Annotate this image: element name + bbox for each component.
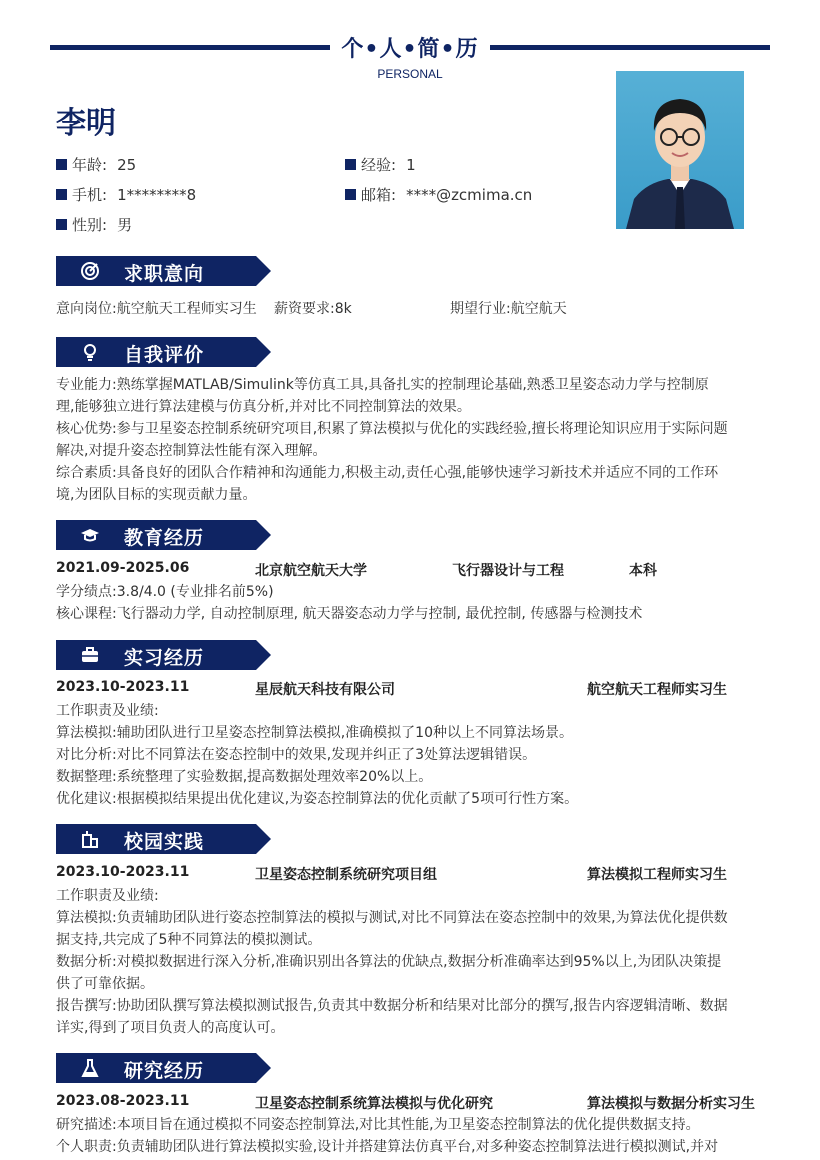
info-age	[56, 154, 136, 175]
gender-value: 男	[117, 216, 133, 234]
age-value: 25	[117, 155, 137, 174]
campus-line: 工作职责及业绩:	[56, 888, 159, 904]
research-role: 算法模拟与数据分析实习生	[587, 1096, 755, 1112]
header-rule-left	[50, 45, 330, 50]
portrait-illustration	[616, 71, 744, 229]
research-line: 研究描述:本项目旨在通过模拟不同姿态控制算法,对比其性能,为卫星姿态控制算法的优化提供数据支持。	[56, 1117, 700, 1133]
target-icon	[80, 261, 100, 281]
campus-line: 算法模拟:负责辅助团队进行姿态控制算法的模拟与测试,对比不同算法在姿态控制中的效果,为算法优化提供数	[56, 910, 728, 926]
campus-line: 据支持,共完成了5种不同算法的模拟测试。	[56, 932, 322, 948]
education-school: 北京航空航天大学	[255, 563, 367, 579]
info-phone	[56, 184, 196, 205]
flask-icon	[80, 1058, 100, 1078]
email-label: 邮箱:	[361, 186, 397, 204]
self-line: 核心优势:参与卫星姿态控制系统研究项目,积累了算法模拟与优化的实践经验,擅长将理论知识应用于实际问题	[56, 421, 728, 437]
self-line: 境,为团队目标的实现贡献力量。	[56, 487, 257, 503]
education-line: 核心课程:飞行器动力学, 自动控制原理, 航天器姿态动力学与控制, 最优控制, 传感器与检测技术	[56, 606, 643, 622]
campus-line: 数据分析:对模拟数据进行深入分析,准确识别出各算法的优缺点,数据分析准确率达到95%以上,为团队决策提	[56, 954, 722, 970]
self-line: 解决,对提升姿态控制算法性能有深入理解。	[56, 443, 327, 459]
intent-industry: 期望行业:航空航天	[450, 301, 567, 317]
info-email	[345, 184, 532, 205]
section-title: 教育经历	[124, 527, 205, 549]
campus-role: 算法模拟工程师实习生	[587, 867, 727, 883]
self-line: 专业能力:熟练掌握MATLAB/Simulink等仿真工具,具备扎实的控制理论基础,熟悉卫星姿态动力学与控制原	[56, 377, 709, 393]
section-title: 自我评价	[124, 344, 205, 366]
info-experience	[345, 154, 416, 175]
building-icon	[80, 829, 100, 849]
section-header-internship	[56, 640, 272, 670]
section-title: 实习经历	[124, 647, 205, 669]
section-title: 求职意向	[124, 263, 205, 285]
bullet-square	[56, 189, 67, 200]
candidate-name: 李明	[56, 106, 116, 141]
internship-period: 2023.10-2023.11	[56, 679, 190, 695]
section-header-campus	[56, 824, 272, 854]
bullet-square	[56, 219, 67, 230]
internship-line: 优化建议:根据模拟结果提出优化建议,为姿态控制算法的优化贡献了5项可行性方案。	[56, 791, 579, 807]
campus-line: 详实,得到了项目负责人的高度认可。	[56, 1020, 285, 1036]
campus-line: 供了可靠依据。	[56, 976, 154, 992]
section-header-research	[56, 1053, 272, 1083]
intent-salary: 薪资要求:8k	[274, 301, 352, 317]
phone-label: 手机:	[72, 186, 108, 204]
graduation-cap-icon	[80, 525, 100, 545]
info-gender	[56, 214, 132, 235]
intent-position: 意向岗位:航空航天工程师实习生	[56, 301, 257, 317]
internship-role: 航空航天工程师实习生	[587, 682, 727, 698]
research-project: 卫星姿态控制系统算法模拟与优化研究	[255, 1096, 493, 1112]
internship-line: 数据整理:系统整理了实验数据,提高数据处理效率20%以上。	[56, 769, 433, 785]
briefcase-icon	[80, 645, 100, 665]
header-rule-right	[490, 45, 770, 50]
education-major: 飞行器设计与工程	[452, 563, 564, 579]
campus-line: 报告撰写:协助团队撰写算法模拟测试报告,负责其中数据分析和结果对比部分的撰写,报告内容逻辑清晰、数据	[56, 998, 728, 1014]
internship-company: 星辰航天科技有限公司	[255, 682, 395, 698]
section-header-education	[56, 520, 272, 550]
self-line: 综合素质:具备良好的团队合作精神和沟通能力,积极主动,责任心强,能够快速学习新技术并适应不同的工作环	[56, 465, 719, 481]
research-period: 2023.08-2023.11	[56, 1093, 190, 1109]
education-line: 学分绩点:3.8/4.0 (专业排名前5%)	[56, 584, 274, 600]
campus-period: 2023.10-2023.11	[56, 864, 190, 880]
document-title: 个•人•简•历	[341, 37, 479, 62]
section-header-self	[56, 337, 272, 367]
document-subtitle: PERSONAL	[377, 67, 443, 81]
experience-label: 经验:	[361, 156, 397, 174]
experience-value: 1	[406, 155, 416, 174]
section-title: 校园实践	[124, 831, 205, 853]
profile-photo	[616, 71, 744, 229]
email-value: ****@zcmima.cn	[406, 185, 533, 204]
gender-label: 性别:	[72, 216, 108, 234]
internship-line: 工作职责及业绩:	[56, 703, 159, 719]
self-line: 理,能够独立进行算法建模与仿真分析,并对比不同控制算法的效果。	[56, 399, 471, 415]
internship-line: 算法模拟:辅助团队进行卫星姿态控制算法模拟,准确模拟了10种以上不同算法场景。	[56, 725, 573, 741]
research-line: 个人职责:负责辅助团队进行算法模拟实验,设计并搭建算法仿真平台,对多种姿态控制算法进行模拟测试,并对	[56, 1139, 719, 1155]
education-period: 2021.09-2025.06	[56, 560, 190, 576]
section-title: 研究经历	[124, 1060, 205, 1082]
lightbulb-icon	[80, 342, 100, 362]
section-header-intent	[56, 256, 272, 286]
bullet-square	[345, 189, 356, 200]
bullet-square	[56, 159, 67, 170]
internship-line: 对比分析:对比不同算法在姿态控制中的效果,发现并纠正了3处算法逻辑错误。	[56, 747, 537, 763]
education-degree: 本科	[629, 563, 657, 579]
campus-org: 卫星姿态控制系统研究项目组	[255, 867, 437, 883]
age-label: 年龄:	[72, 156, 108, 174]
bullet-square	[345, 159, 356, 170]
phone-value: 1********8	[117, 185, 197, 204]
